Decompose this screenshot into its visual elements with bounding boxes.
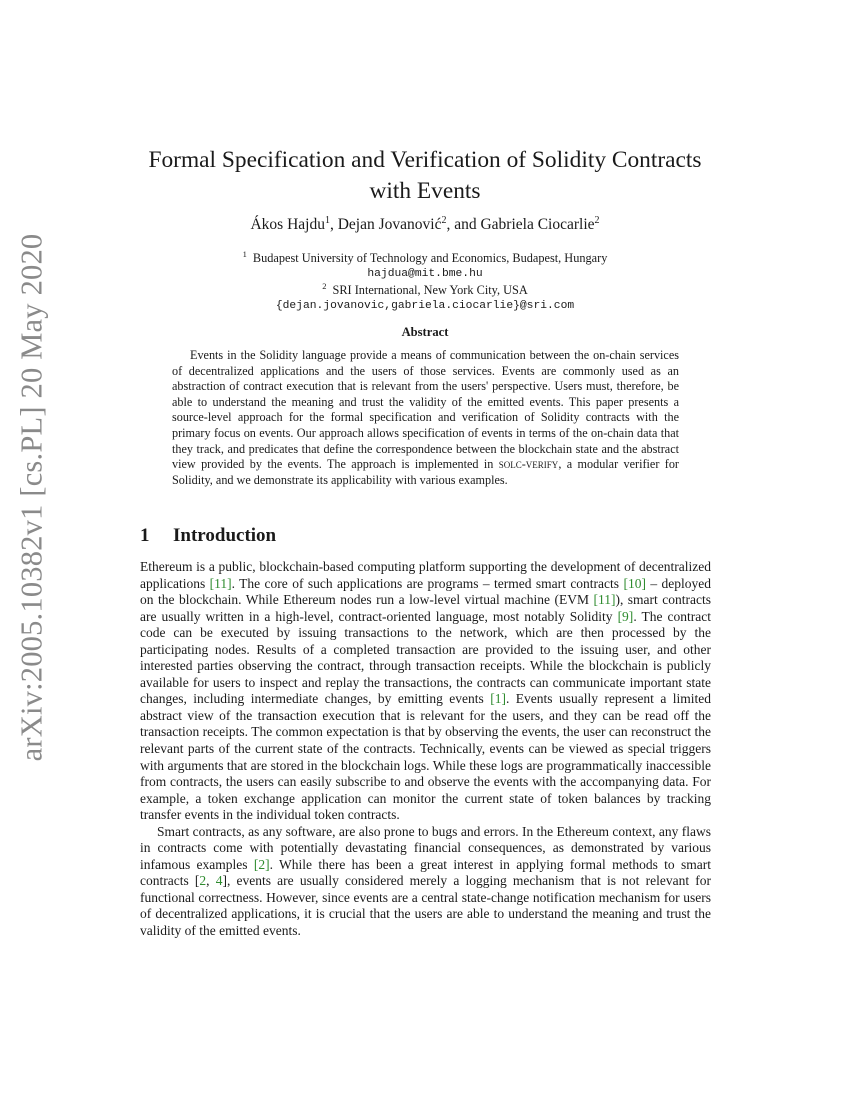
author-hajdu: Ákos Hajdu [250, 216, 325, 233]
email-2: {dejan.jovanovic,gabriela.ciocarlie}@sri.com [275, 300, 575, 312]
arxiv-identifier-text: arXiv:2005.10382v1 [cs.PL] 20 May 2020 [14, 233, 49, 761]
text-run: – deployed on the blockchain. While Ethereum nodes run a low-level virtual machine (EVM [140, 575, 711, 608]
author-separator: , and [446, 216, 481, 233]
author-list [140, 215, 710, 235]
citation-link[interactable]: [9] [617, 608, 634, 624]
affiliation-2 [140, 282, 710, 298]
affiliation-1-mark: 1 [242, 248, 247, 259]
paper-title-line-1: Formal Specification and Verification of Solidity Contracts [148, 147, 702, 173]
affiliation-2-text: SRI International, New York City, USA [332, 283, 528, 297]
email-1: hajdua@mit.bme.hu [367, 268, 483, 280]
citation-link[interactable]: [2] [253, 856, 270, 872]
citation-link[interactable]: [11] [593, 592, 616, 608]
citation-link[interactable]: 2 [199, 873, 207, 889]
author-jovanovic-affil-mark: 2 [441, 214, 447, 226]
author-hajdu-affil-mark: 1 [324, 214, 330, 226]
citation-link[interactable]: [11] [209, 575, 232, 591]
tool-name-solc-verify: solc-verify [498, 457, 559, 472]
text-run: Smart contracts, as any software, are also prone to bugs and errors. In the Ethereum context, any flaws in contracts come with potentially devastating financial consequences, as demonstrated by various infamous examples [140, 823, 711, 872]
abstract-body [172, 348, 679, 488]
section-heading-introduction [140, 524, 710, 548]
author-separator: , [329, 216, 338, 233]
text-run: . While there has been a great interest in applying formal methods to smart contracts [140, 856, 711, 889]
section-title: Introduction [173, 525, 277, 546]
citation-link[interactable]: 4 [215, 873, 223, 889]
citation-link[interactable]: [1] [490, 691, 506, 707]
affiliation-1-text: Budapest University of Technology and Economics, Budapest, Hungary [252, 251, 608, 265]
intro-paragraph-1 [140, 559, 711, 824]
text-run: ), smart contracts are usually written in a high-level, contract-oriented language, most notably Solidity [140, 592, 711, 624]
citation-link[interactable]: [10] [623, 575, 646, 591]
introduction-body [140, 559, 711, 940]
affiliation-2-mark: 2 [322, 280, 327, 291]
intro-paragraph-2 [140, 824, 711, 940]
author-ciocarlie: Gabriela Ciocarlie [480, 216, 595, 233]
text-run: , events are usually considered merely a logging mechanism that is not relevant for functional correctness. However, since events are a central state-change notification mechanism for users of decentralized applications, it is crucial that the users are able to understand the meaning and trust the validity of the emitted events. [140, 873, 712, 939]
author-ciocarlie-affil-mark: 2 [594, 214, 600, 226]
section-number: 1 [140, 525, 150, 546]
text-run: . Events usually represent a limited abstract view of the transaction execution that is relevant for the users, and they can be read off the transaction receipts. The common expectation is that by observing the events, the user can reconstruct the relevant parts of the current state of the contracts. Technically, events can be viewed as special triggers with arguments that are stored in the blockchain logs. While these logs are programmatically inaccessible from contracts, the users can easily subscribe to and observe the events with the accompanying data. For example, a token exchange application can monitor the current state of token balances by tracking transfer events in the individual token contracts. [140, 691, 712, 823]
citation-bracket: [ [194, 873, 200, 889]
affiliation-1 [140, 250, 710, 266]
text-run: . The core of such applications are programs – termed smart contracts [231, 575, 624, 591]
paper-title-line-2: with Events [369, 178, 481, 204]
arxiv-identifier-stamp [8, 233, 56, 761]
affiliations [140, 250, 710, 314]
citation-separator: , [206, 873, 216, 889]
author-jovanovic: Dejan Jovanović [337, 216, 442, 233]
text-run: Ethereum is a public, blockchain-based computing platform supporting the development of decentralized applications [140, 559, 711, 591]
citation-bracket: ] [222, 873, 227, 889]
text-run: . The contract code can be executed by issuing transactions to the network, which are then processed by the participating nodes. Results of a completed transaction are provided to the issuing user, and other interested parties observing the contract, through transaction receipts. While the blockchain is publicly available for users to inspect and replay the transactions, the contracts can communicate important state changes, including intermediate changes, by emitting events [140, 608, 711, 707]
abstract-text-part-1: Events in the Solidity language provide a means of communication between the on-chain services of decentralized applications and the users of those services. Events are commonly used as an abstraction of contract execution that is relevant from the users' perspective. Users must, therefore, be able to understand the meaning and trust the validity of the emitted events. This paper presents a source-level approach for the formal specification and verification of Solidity contracts with the primary focus on events. Our approach allows specification of events in terms of the on-chain data that they track, and predicates that define the correspondence between the blockchain state and the abstract view provided by the events. The approach is implemented in [172, 348, 679, 472]
paper-title [140, 145, 710, 207]
abstract-heading: Abstract [401, 325, 449, 339]
abstract-text-part-2: , a modular verifier for Solidity, and we demonstrate its applicability with various examples. [172, 457, 679, 487]
